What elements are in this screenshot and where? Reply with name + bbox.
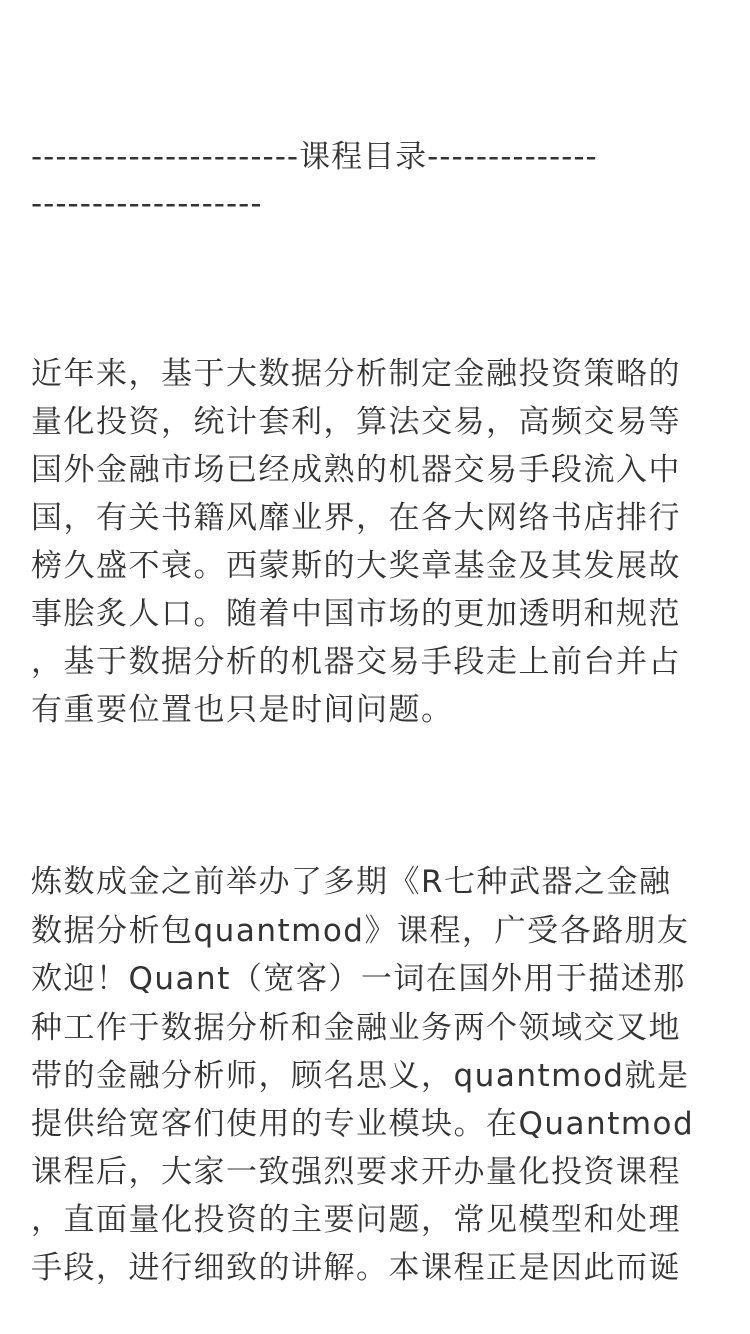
paragraph-line: 国，有关书籍风靡业界，在各大网络书店排行 — [31, 500, 681, 536]
paragraph-line: 种工作于数据分析和金融业务两个领域交叉地 — [31, 1010, 681, 1046]
paragraph-line: 国外金融市场已经成熟的机器交易手段流入中 — [31, 452, 681, 488]
paragraph-line: 手段，进行细致的讲解。本课程正是因此而诞 — [31, 1250, 681, 1286]
paragraph-line: 课程后，大家一致强烈要求开办量化投资课程 — [31, 1154, 681, 1190]
paragraph-line: 量化投资，统计套利，算法交易，高频交易等 — [31, 404, 681, 440]
paragraph-line: 带的金融分析师，顾名思义，quantmod就是 — [31, 1058, 690, 1094]
paragraph-line: 数据分析包quantmod》课程，广受各路朋友 — [31, 913, 690, 949]
paragraph-line: 提供给宽客们使用的专业模块。在Quantmod — [31, 1106, 695, 1142]
paragraph-line: ，直面量化投资的主要问题，常见模型和处理 — [31, 1202, 681, 1238]
paragraph-line: 事脍炙人口。随着中国市场的更加透明和规范 — [31, 596, 681, 632]
paragraph-line: 欢迎！Quant（宽客）一词在国外用于描述那 — [31, 961, 686, 997]
paragraph-line: 有重要位置也只是时间问题。 — [31, 692, 454, 728]
toc-divider-line-1: ----------------------课程目录-------------- — [31, 139, 598, 175]
paragraph-line: 近年来，基于大数据分析制定金融投资策略的 — [31, 356, 681, 392]
paragraph-line: 榜久盛不衰。西蒙斯的大奖章基金及其发展故 — [31, 548, 681, 584]
paragraph-line: ，基于数据分析的机器交易手段走上前台并占 — [31, 644, 681, 680]
paragraph-line: 炼数成金之前举办了多期《R七种武器之金融 — [31, 864, 672, 900]
toc-divider-line-2: ------------------- — [31, 186, 263, 222]
